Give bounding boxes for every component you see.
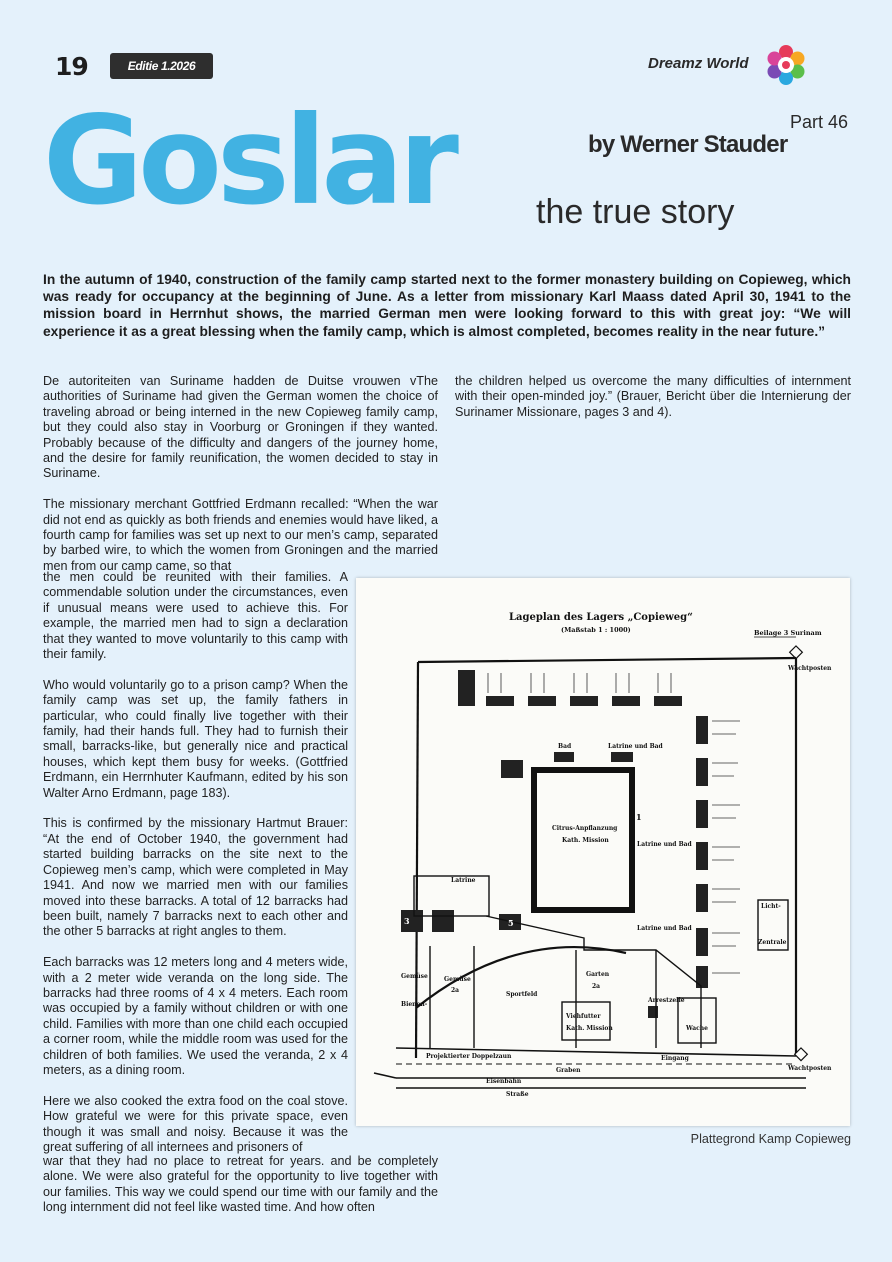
body-paragraph: Each barracks was 12 meters long and 4 meters wide, with a 2 meter wide veranda on the long side. The barracks had three rooms of 4 x 4 meters. Each room was occupied by a family without children or with one child. Families with more than one child each occupied a corner room, while the middle room was used for the children of both families. We used the veranda, 2 x 4 meters, as a dining room. bbox=[43, 955, 348, 1077]
map-label: Licht- bbox=[761, 903, 781, 910]
body-paragraph: The missionary merchant Gottfried Erdmann recalled: “When the war did not end as quickly as both friends and enemies would have liked, a fourth camp for families was set up next to our men’s camp, separated by barbed wire, to which the women from Groningen and the married men from our camp came, so that bbox=[43, 497, 438, 573]
map-label: Citrus-Anpflanzung bbox=[552, 825, 618, 832]
camp-map-figure bbox=[356, 578, 850, 1126]
article-title: Goslar bbox=[43, 90, 454, 232]
map-label: 2a bbox=[451, 987, 460, 994]
camp-map-drawing bbox=[356, 578, 850, 1126]
author-line: by Werner Stauder bbox=[588, 131, 788, 158]
map-label: Graben bbox=[556, 1067, 581, 1074]
map-label: Viehfutter bbox=[566, 1013, 601, 1020]
page-number: 19 bbox=[55, 52, 88, 81]
body-column-1 bbox=[43, 374, 438, 574]
map-label: 2a bbox=[592, 983, 601, 990]
map-label: Arrestzelle bbox=[648, 997, 685, 1004]
map-label: Bad bbox=[558, 743, 572, 750]
map-label: Garten bbox=[586, 971, 610, 978]
map-label: 1 bbox=[636, 812, 642, 822]
map-label: Gemüse bbox=[401, 973, 428, 980]
map-label: Sportfeld bbox=[506, 991, 538, 998]
body-paragraph: war that they had no place to retreat for years. and be completely alone. We were also grateful for the opportunity to live together with our families. This way we could spend our time with our family and the long internment did not feel like wasted time. And how often bbox=[43, 1154, 438, 1215]
map-label: Straße bbox=[506, 1091, 529, 1098]
map-label: Zentrale bbox=[758, 939, 787, 946]
article-subtitle: the true story bbox=[536, 193, 735, 231]
map-label: Latrine bbox=[451, 877, 476, 884]
map-reference: Beilage 3 Surinam bbox=[754, 629, 822, 637]
map-label: 3 bbox=[404, 916, 410, 926]
map-label: Eingang bbox=[661, 1055, 689, 1062]
map-label: Wachtposten bbox=[788, 1065, 832, 1072]
brand-name: Dreamz World bbox=[648, 55, 749, 72]
map-label: Wachtposten bbox=[788, 665, 832, 672]
body-paragraph: the men could be reunited with their families. A commendable solution under the circumstances, even if unusual means were used to achieve this. For example, the married men had to sign a declaration that they wanted to move voluntarily to this camp with their family. bbox=[43, 570, 348, 662]
figure-caption: Plattegrond Kamp Copieweg bbox=[690, 1132, 851, 1146]
map-label: Kath. Mission bbox=[562, 837, 609, 844]
edition-badge: Editie 1.2026 bbox=[110, 53, 213, 79]
body-paragraph: De autoriteiten van Suriname hadden de Duitse vrouwen vThe authorities of Suriname had given the German women the choice of traveling abroad or being interned in the new Copieweg family camp, but they could also stay in Voorburg or Groningen if they wanted. Probably because of the difficulty and dangers of the journey home, and the desire for family reunification, the women decided to stay in Suriname. bbox=[43, 374, 438, 481]
lead-paragraph: In the autumn of 1940, construction of the family camp started next to the former monastery building on Copieweg, which was ready for occupancy at the beginning of June. As a letter from missionary Karl Maass dated April 30, 1941 to the mission board in Herrnhut shows, the married German men were looking forward to this with great joy: “We will experience it as a great blessing when the family camp, which is almost completed, becomes reality in the near future.” bbox=[43, 272, 851, 339]
body-paragraph: This is confirmed by the missionary Hartmut Brauer: “At the end of October 1940, the government had started building barracks on the site next to the Copieweg men’s camp, which were completed in May 1941. And now we married men with our families moved into these barracks. A total of 12 barracks had been built, namely 7 barracks next to each other and the other 5 barracks at right angles to them. bbox=[43, 816, 348, 939]
body-column-1-wrapped bbox=[43, 570, 348, 1155]
map-label: 5 bbox=[508, 918, 514, 928]
map-label: Gemüse bbox=[444, 976, 471, 983]
map-title: Lageplan des Lagers „Copieweg“ bbox=[509, 612, 693, 623]
map-label: Wache bbox=[686, 1025, 708, 1032]
map-label: Bienen- bbox=[401, 1001, 428, 1008]
map-scale: (Maßstab 1 : 1000) bbox=[561, 626, 631, 634]
body-paragraph: the children helped us overcome the many difficulties of internment with their open-minded joy.” (Brauer, Bericht über die Internierung der Surinamer Missionare, pages 3 and 4). bbox=[455, 374, 851, 419]
map-label: Latrine und Bad bbox=[637, 841, 692, 848]
body-column-2 bbox=[455, 374, 851, 436]
map-label: Kath. Mission bbox=[566, 1025, 613, 1032]
map-label: Latrine und Bad bbox=[608, 743, 663, 750]
body-column-1-bottom bbox=[43, 1154, 438, 1216]
brand-logo-icon bbox=[764, 43, 808, 87]
map-label: Latrine und Bad bbox=[637, 925, 692, 932]
map-label: Eisenbahn bbox=[486, 1078, 522, 1085]
body-paragraph: Here we also cooked the extra food on the coal stove. How grateful we were for this private space, even though it was small and noisy. Because it was the great suffering of all internees and prisoners of bbox=[43, 1093, 348, 1154]
body-paragraph: Who would voluntarily go to a prison camp? When the family camp was set up, the family fathers in particular, who could finally live together with their family, had their hands full. They had to furnish their small, barracks-like, but generally nice and practical houses, which kept them busy for weeks. (Gottfried Erdmann, ein Herrnhuter Kaufmann, edited by his son Walter Arno Erdmann, page 183). bbox=[43, 677, 348, 800]
series-part: Part 46 bbox=[790, 112, 849, 132]
map-label: Projektierter Doppelzaun bbox=[426, 1053, 512, 1060]
